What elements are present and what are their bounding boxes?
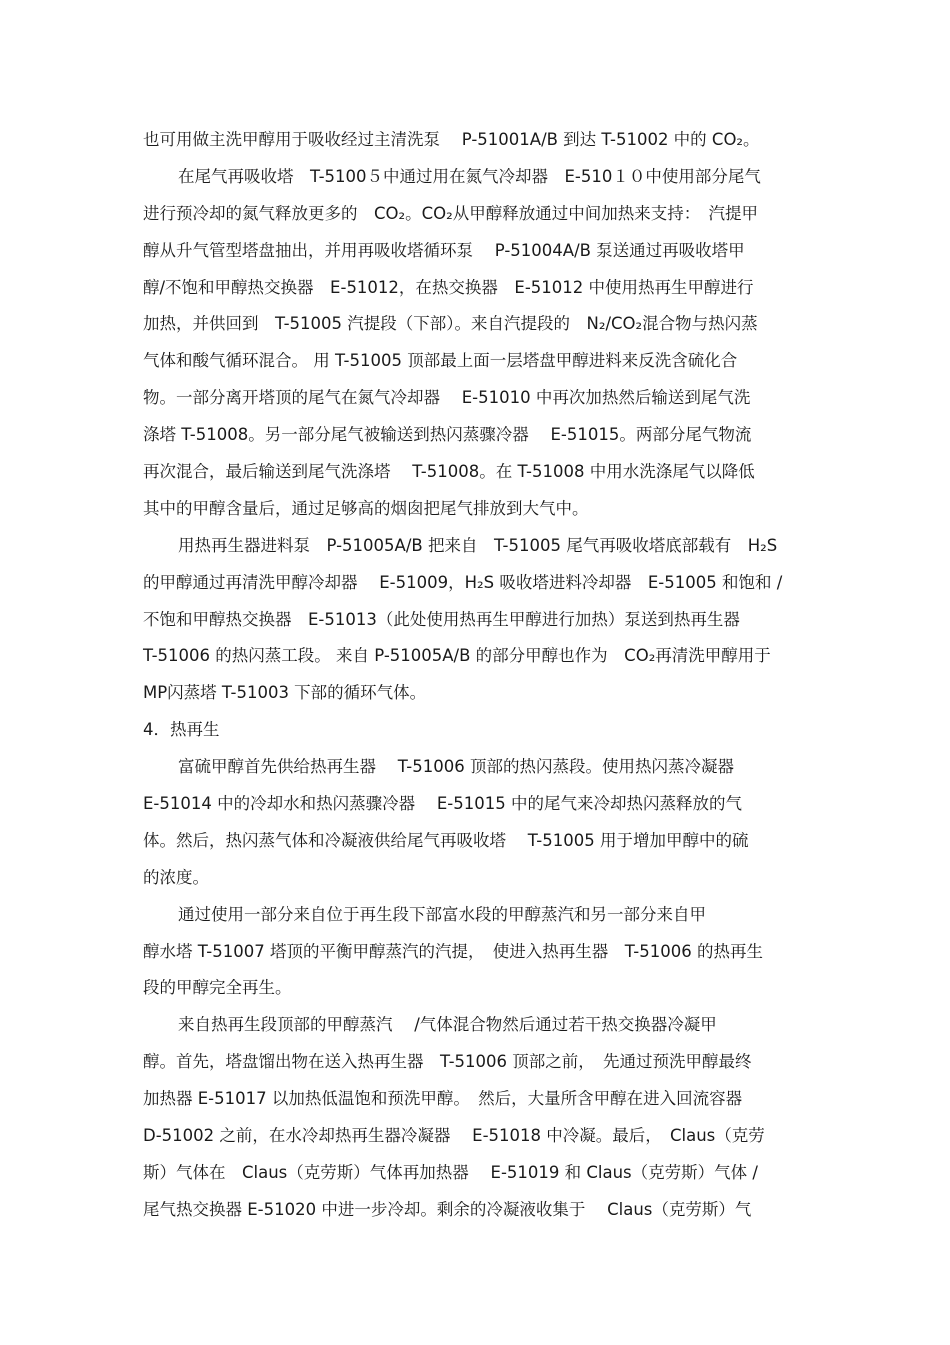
text-line: 的浓度。 bbox=[143, 867, 209, 887]
text-line: 4．热再生 bbox=[143, 720, 220, 740]
text-line: 斯）气体在 Claus（克劳斯）气体再加热器 E-51019 和 Claus（克劳斯）气体 / bbox=[143, 1162, 758, 1182]
text-line: 气体和酸气循环混合。 用 T-51005 顶部最上面一层塔盘甲醇进料来反洗含硫化合 bbox=[143, 351, 738, 371]
text-line: 段的甲醇完全再生。 bbox=[143, 978, 292, 998]
text-line: 通过使用一部分来自位于再生段下部富水段的甲醇蒸汽和另一部分来自甲 bbox=[178, 904, 706, 924]
text-line: 醇。首先，塔盘馏出物在送入热再生器 T-51006 顶部之前， 先通过预洗甲醇最终 bbox=[143, 1052, 752, 1072]
text-line: T-51006 的热闪蒸工段。 来自 P-51005A/B 的部分甲醇也作为 CO₂再清洗甲醇用于 bbox=[143, 646, 771, 666]
text-line: 也可用做主洗甲醇用于吸收经过主清洗泵 P-51001A/B 到达 T-51002 中的 CO₂。 bbox=[143, 130, 760, 149]
text-line: 再次混合，最后输送到尾气洗涤塔 T-51008。在 T-51008 中用水洗涤尾气以降低 bbox=[143, 462, 755, 482]
text-line: 体。然后，热闪蒸气体和冷凝液供给尾气再吸收塔 T-51005 用于增加甲醇中的硫 bbox=[143, 830, 749, 850]
text-line: 其中的甲醇含量后，通过足够高的烟囱把尾气排放到大气中。 bbox=[143, 498, 589, 518]
text-line: 醇水塔 T-51007 塔顶的平衡甲醇蒸汽的汽提， 使进入热再生器 T-51006 的热再生 bbox=[143, 941, 763, 961]
body-text bbox=[143, 122, 808, 1229]
text-line: 不饱和甲醇热交换器 E-51013（此处使用热再生甲醇进行加热）泵送到热再生器 bbox=[143, 609, 740, 629]
text-line: 在尾气再吸收塔 T-5100５中通过用在氮气冷却器 E-510１０中使用部分尾气 bbox=[178, 166, 761, 186]
text-line: MP闪蒸塔 T-51003 下部的循环气体。 bbox=[143, 683, 427, 703]
text-line: 用热再生器进料泵 P-51005A/B 把来自 T-51005 尾气再吸收塔底部载有 H₂S bbox=[178, 535, 778, 555]
text-line: 醇从升气管型塔盘抽出，并用再吸收塔循环泵 P-51004A/B 泵送通过再吸收塔甲 bbox=[143, 240, 745, 260]
text-line: 进行预冷却的氮气释放更多的 CO₂。CO₂从甲醇释放通过中间加热来支持： 汽提甲 bbox=[143, 203, 758, 223]
text-line: E-51014 中的冷却水和热闪蒸骤冷器 E-51015 中的尾气来冷却热闪蒸释放的气 bbox=[143, 794, 742, 814]
text-line: 物。一部分离开塔顶的尾气在氮气冷却器 E-51010 中再次加热然后输送到尾气洗 bbox=[143, 388, 751, 408]
text-line: 富硫甲醇首先供给热再生器 T-51006 顶部的热闪蒸段。使用热闪蒸冷凝器 bbox=[178, 757, 734, 777]
text-line: 涤塔 T-51008。另一部分尾气被输送到热闪蒸骤冷器 E-51015。两部分尾气物流 bbox=[143, 425, 752, 445]
text-line: 尾气热交换器 E-51020 中进一步冷却。剩余的冷凝液收集于 Claus（克劳斯）气 bbox=[143, 1199, 752, 1219]
text-line: 来自热再生段顶部的甲醇蒸汽 /气体混合物然后通过若干热交换器冷凝甲 bbox=[178, 1015, 717, 1035]
text-line: 的甲醇通过再清洗甲醇冷却器 E-51009，H₂S 吸收塔进料冷却器 E-51005 和饱和 / bbox=[143, 572, 783, 592]
text-line: 醇/不饱和甲醇热交换器 E-51012，在热交换器 E-51012 中使用热再生甲醇进行 bbox=[143, 277, 754, 297]
text-line: D-51002 之前，在水冷却热再生器冷凝器 E-51018 中冷凝。最后， Claus（克劳 bbox=[143, 1126, 765, 1146]
text-line: 加热，并供回到 T-51005 汽提段（下部）。来自汽提段的 N₂/CO₂混合物与热闪蒸 bbox=[143, 314, 758, 334]
text-line: 加热器 E-51017 以加热低温饱和预洗甲醇。 然后，大量所含甲醇在进入回流容器 bbox=[143, 1089, 743, 1109]
